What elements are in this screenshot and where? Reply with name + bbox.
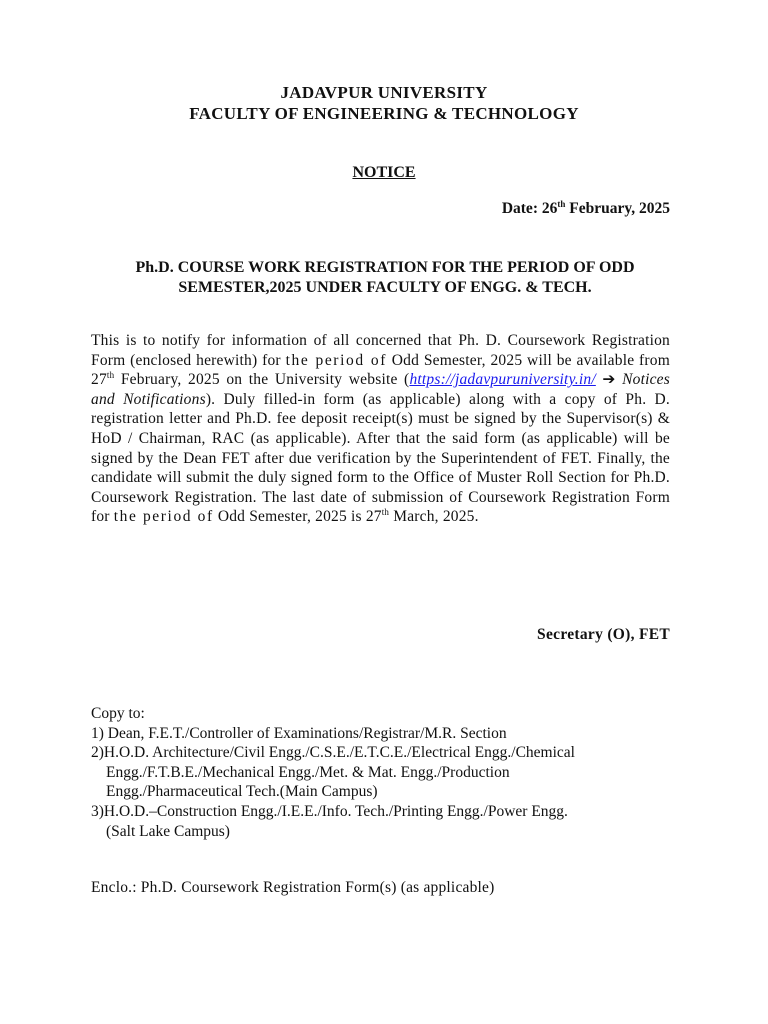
copy-to-item: 3)H.O.D.–Construction Engg./I.E.E./Info. Tech./Printing Engg./Power Engg.: [91, 802, 568, 820]
enclosure-note: Enclo.: Ph.D. Coursework Registration Form(s) (as applicable): [91, 879, 495, 896]
copy-to-item-cont: (Salt Lake Campus): [106, 822, 230, 840]
copy-to-label: Copy to:: [91, 705, 145, 722]
copy-to-item-cont: Engg./Pharmaceutical Tech.(Main Campus): [106, 783, 378, 801]
notice-subject: Ph.D. COURSE WORK REGISTRATION FOR THE PERIOD OF ODD SEMESTER,2025 UNDER FACULTY OF ENGG. & TECH.: [135, 259, 635, 296]
copy-to-item: 2)H.O.D. Architecture/Civil Engg./C.S.E./E.T.C.E./Electrical Engg./Chemical: [91, 744, 575, 762]
copy-to-list: [91, 704, 691, 841]
notice-title: NOTICE: [352, 164, 416, 181]
notice-date: [502, 200, 670, 218]
faculty-name: FACULTY OF ENGINEERING & TECHNOLOGY: [189, 104, 579, 123]
date-label: Date:: [501, 200, 538, 217]
university-name: JADAVPUR UNIVERSITY: [280, 83, 488, 102]
signature: Secretary (O), FET: [537, 626, 670, 643]
copy-to-item: 1) Dean, F.E.T./Controller of Examinations/Registrar/M.R. Section: [91, 724, 507, 742]
arrow-icon: ➔: [595, 371, 623, 389]
date-month-year: February, 2025: [569, 200, 670, 217]
notice-body: This is to notify for information of all concerned that Ph. D. Coursework Registration Form (enclosed herewith) for the period of Odd Semester, 2025 will be available from 27th February, 2025 on the University website (https://jadavpuruniversity.in/ ➔ Notices and Notifications). Duly filled-in form (as applicable) along with a copy of Ph. D. registration letter and Ph.D. fee deposit receipt(s) must be signed by the Supervisor(s) & HoD / Chairman, RAC (as applicable). After that the said form (as applicable) will be signed by the Dean FET after due verification by the Superintendent of FET. Finally, the candidate will submit the duly signed form to the Office of Muster Roll Section for Ph.D. Coursework Registration. The last date of submission of Coursework Registration Form for the period of Odd Semester, 2025 is 27th March, 2025.: [91, 332, 670, 526]
date-day: 26th: [541, 198, 566, 217]
university-website-link[interactable]: https://jadavpuruniversity.in/: [409, 371, 596, 389]
copy-to-item-cont: Engg./F.T.B.E./Mechanical Engg./Met. & Mat. Engg./Production: [106, 763, 510, 781]
